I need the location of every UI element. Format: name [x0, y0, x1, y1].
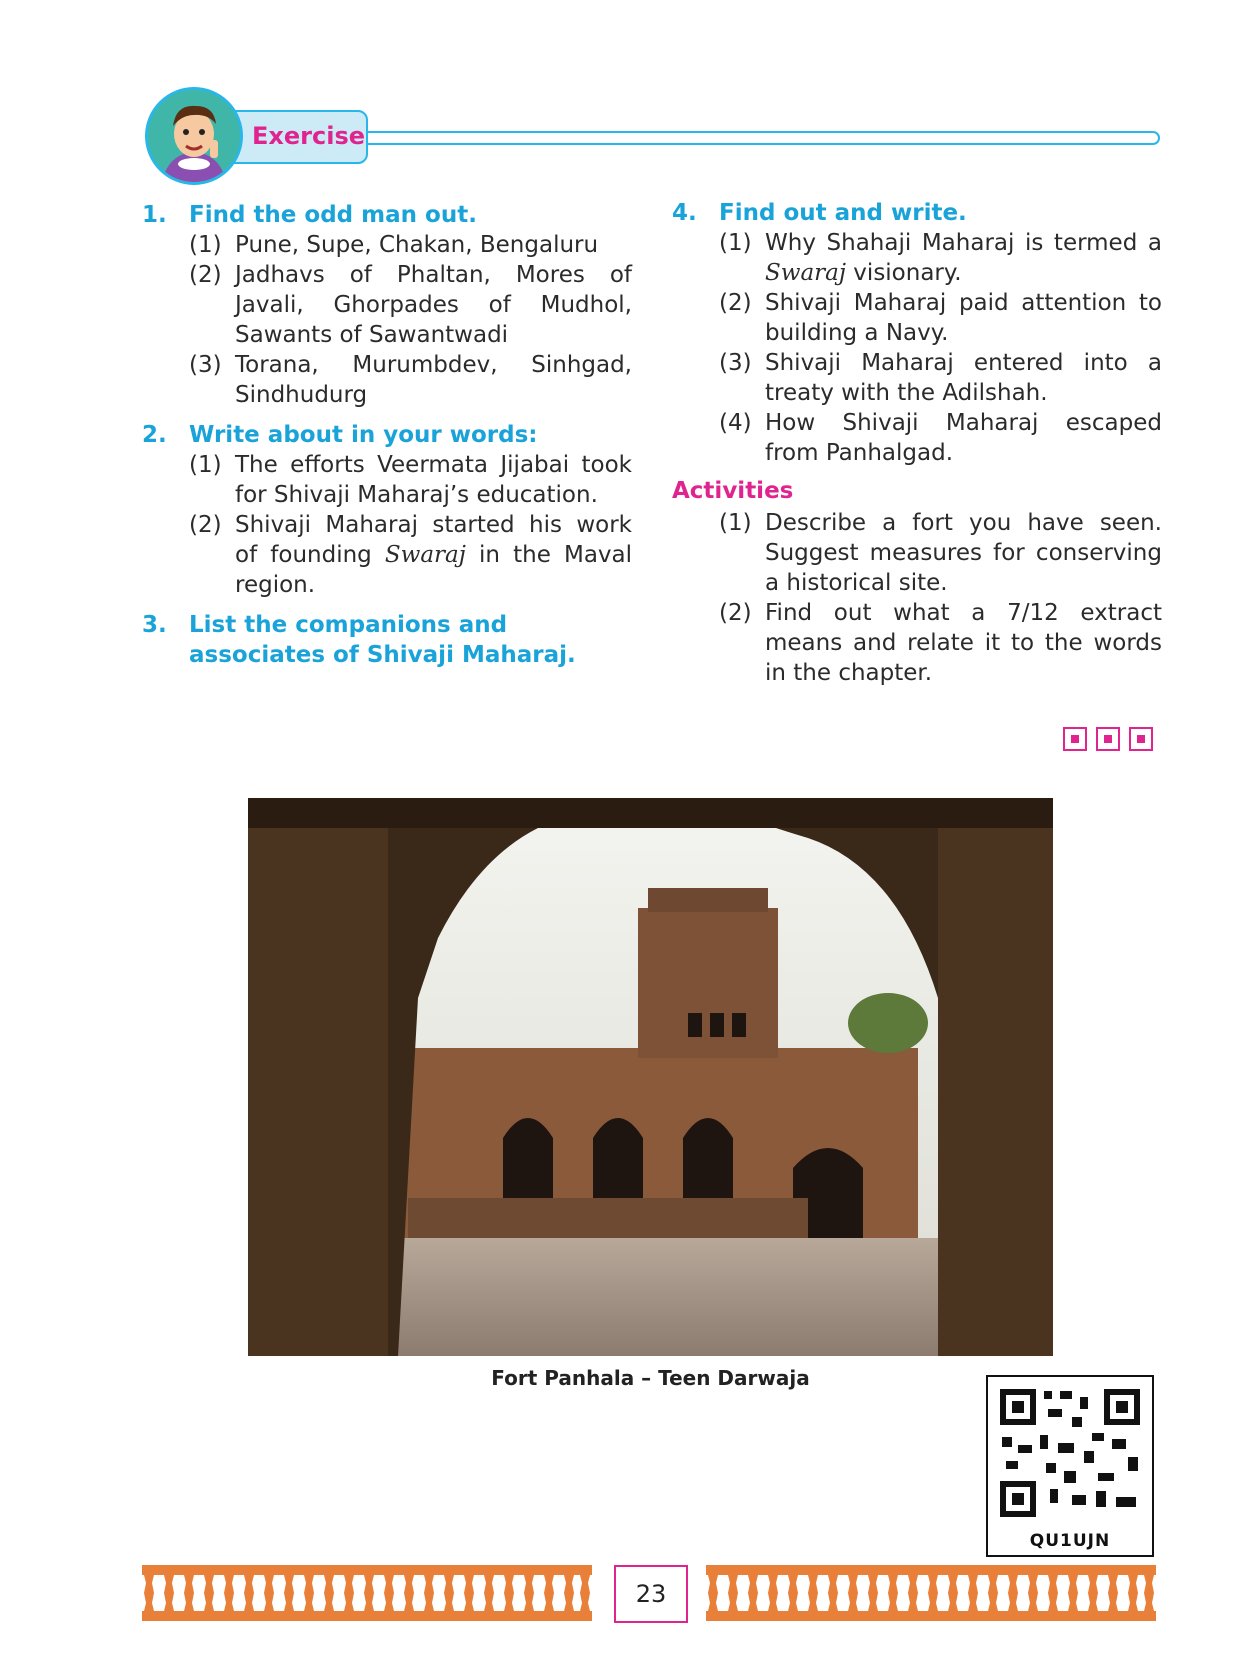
question-number: 2.: [142, 422, 167, 448]
item-text: Describe a fort you have seen. Suggest measures for conserving a historical site.: [765, 510, 1162, 596]
question-title: List the companions and associates of Shivaji Maharaj.: [189, 612, 576, 668]
item-number: (2): [719, 290, 752, 316]
question-title: Write about in your words:: [189, 422, 538, 448]
question-1: [142, 200, 632, 410]
left-column: [142, 200, 632, 678]
list-item: [719, 408, 1162, 468]
list-item: [189, 450, 632, 510]
list-item: [719, 598, 1162, 688]
item-text: The efforts Veermata Jijabai took for Shivaji Maharaj’s education.: [235, 452, 632, 508]
item-number: (1): [719, 510, 752, 536]
question-number: 3.: [142, 612, 167, 638]
item-text-italic: Swaraj: [384, 542, 466, 568]
item-text: Shivaji Maharaj entered into a treaty with the Adilshah.: [765, 350, 1162, 406]
list-item: [719, 508, 1162, 598]
item-number: (2): [189, 262, 222, 288]
item-text: visionary.: [846, 260, 962, 286]
fort-panhala-photo: [248, 798, 1053, 1356]
boy-avatar-icon: [145, 87, 243, 185]
header-rule: [330, 131, 1160, 145]
question-2: [142, 420, 632, 600]
exercise-tab: [222, 110, 368, 164]
item-number: (2): [719, 600, 752, 626]
item-number: (4): [719, 410, 752, 436]
list-item: [189, 350, 632, 410]
item-text: Why Shahaji Maharaj is termed a: [765, 230, 1162, 256]
item-number: (1): [719, 230, 752, 256]
list-item: [719, 348, 1162, 408]
list-item: [189, 230, 632, 260]
footer-border-left: [142, 1565, 592, 1621]
square-bullet-icon: [1096, 727, 1120, 751]
item-text: Shivaji Maharaj paid attention to building a Navy.: [765, 290, 1162, 346]
question-3: [142, 610, 632, 670]
question-title: Find the odd man out.: [189, 202, 477, 228]
list-item: [189, 260, 632, 350]
square-bullet-icon: [1129, 727, 1153, 751]
item-text: Shivaji Maharaj started his work of founding: [235, 512, 632, 568]
list-item: [719, 288, 1162, 348]
question-4: [672, 198, 1162, 468]
section-end-marks: [1063, 727, 1163, 755]
activities-title: Activities: [672, 478, 794, 504]
item-text-italic: Swaraj: [765, 260, 846, 286]
question-title: Find out and write.: [719, 200, 967, 226]
footer-border-right: [706, 1565, 1156, 1621]
item-text: Find out what a 7/12 extract means and relate it to the words in the chapter.: [765, 600, 1162, 686]
page-number: 23: [614, 1565, 688, 1623]
question-number: 1.: [142, 202, 167, 228]
qr-pattern-icon: [988, 1377, 1152, 1527]
question-number: 4.: [672, 200, 697, 226]
qr-code[interactable]: [986, 1375, 1154, 1557]
item-text: in the Maval region.: [235, 542, 633, 598]
square-bullet-icon: [1063, 727, 1087, 751]
item-text: Torana, Murumbdev, Sinhgad, Sindhudurg: [235, 352, 632, 408]
item-number: (3): [719, 350, 752, 376]
right-column: [672, 198, 1162, 688]
qr-label: QU1UJN: [1029, 1531, 1111, 1551]
item-number: (3): [189, 352, 222, 378]
item-text: How Shivaji Maharaj escaped from Panhalgad.: [765, 410, 1162, 466]
item-text: Jadhavs of Phaltan, Mores of Javali, Ghorpades of Mudhol, Sawants of Sawantwadi: [235, 262, 632, 348]
list-item: [189, 510, 632, 600]
item-number: (2): [189, 512, 222, 538]
figure-caption: Fort Panhala – Teen Darwaja: [491, 1366, 810, 1390]
item-text: Pune, Supe, Chakan, Bengaluru: [235, 232, 599, 258]
item-number: (1): [189, 452, 222, 478]
item-number: (1): [189, 232, 222, 258]
exercise-title: Exercise: [252, 122, 366, 150]
list-item: [719, 228, 1162, 288]
